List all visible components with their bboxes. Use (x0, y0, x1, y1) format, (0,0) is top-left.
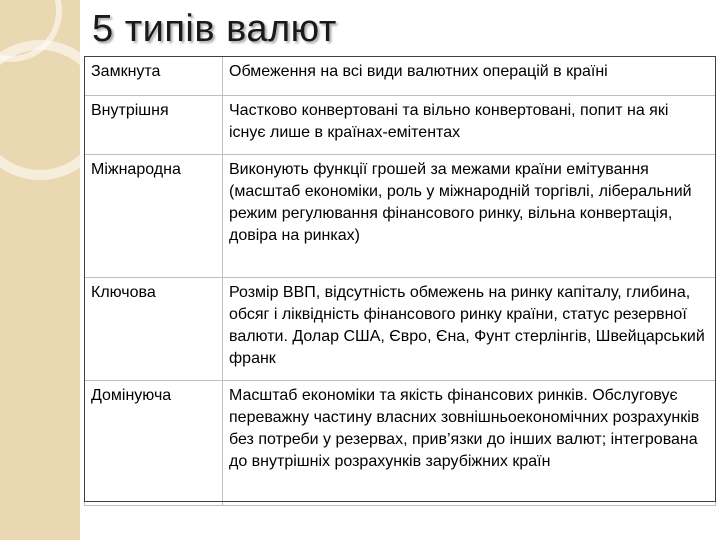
table-row (85, 381, 716, 506)
currency-type-description: Обмеження на всі види валютних операцій в країні (223, 57, 716, 96)
currency-types-table (84, 56, 716, 506)
currency-type-description: Масштаб економіки та якість фінансових ринків. Обслуговує переважну частину власних зовнішньоекономічних розрахунків без потреби у резервах, прив’язки до інших валют; інтегрована до внутрішніх розрахунків зарубіжних країн (223, 381, 716, 506)
currency-type-description: Розмір ВВП, відсутність обмежень на ринку капіталу, глибина, обсяг і ліквідність фінансового ринку країни, статус резервної валюти. Долар США, Євро, Єна, Фунт стерлінгів, Швейцарський франк (223, 278, 716, 381)
currency-type-description: Частково конвертовані та вільно конвертовані, попит на які існує лише в країнах-емітентах (223, 96, 716, 155)
currency-type-name: Ключова (85, 278, 223, 381)
table-row (85, 96, 716, 155)
currency-type-name: Домінуюча (85, 381, 223, 506)
decorative-side-band (0, 0, 80, 540)
table-row (85, 155, 716, 278)
slide-title: 5 типів валют (92, 8, 337, 50)
table-row (85, 278, 716, 381)
currency-type-description: Виконують функції грошей за межами країни емітування (масштаб економіки, роль у міжнародній торгівлі, ліберальний режим регулювання фінансового ринку, вільна конвертація, довіра на ринках) (223, 155, 716, 278)
table-row (85, 57, 716, 96)
currency-type-name: Міжнародна (85, 155, 223, 278)
currency-type-name: Внутрішня (85, 96, 223, 155)
currency-type-name: Замкнута (85, 57, 223, 96)
